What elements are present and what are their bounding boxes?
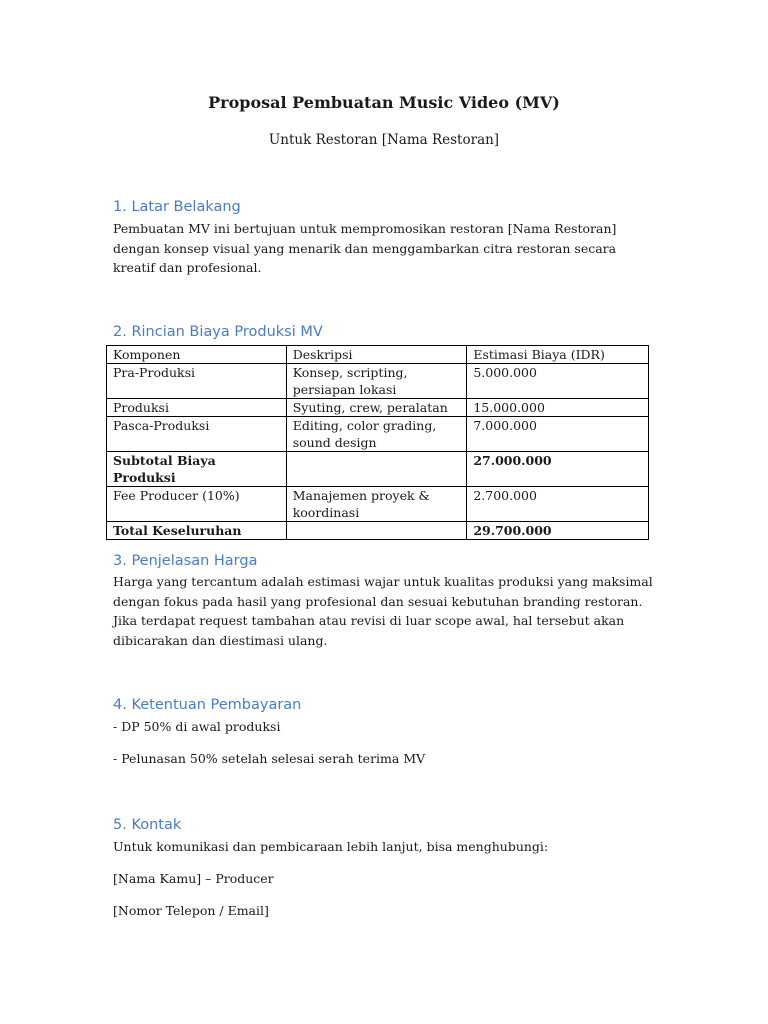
table-cell: Syuting, crew, peralatan xyxy=(286,399,467,417)
table-cell: Produksi xyxy=(107,399,287,417)
cost-table xyxy=(106,345,649,540)
section-heading-penjelasan: 3. Penjelasan Harga xyxy=(113,553,258,569)
contact-intro: Untuk komunikasi dan pembicaraan lebih lanjut, bisa menghubungi: xyxy=(113,839,549,854)
document-subtitle: Untuk Restoran [Nama Restoran] xyxy=(268,132,500,148)
table-cell: 29.700.000 xyxy=(467,522,649,540)
table-row xyxy=(107,487,649,522)
table-cell: 27.000.000 xyxy=(467,452,649,487)
table-cell: Manajemen proyek & koordinasi xyxy=(286,487,467,522)
section-heading-latar: 1. Latar Belakang xyxy=(113,199,241,215)
contact-details: [Nomor Telepon / Email] xyxy=(113,903,269,918)
table-cell xyxy=(286,452,467,487)
table-cell: Konsep, scripting, persiapan lokasi xyxy=(286,364,467,399)
section-body-latar: Pembuatan MV ini bertujuan untuk mempromosikan restoran [Nama Restoran] dengan konsep visual yang menarik dan menggambarkan citra restoran secara kreatif dan profesional. xyxy=(113,221,617,275)
section-heading-rincian: 2. Rincian Biaya Produksi MV xyxy=(113,324,323,340)
section-heading-kontak: 5. Kontak xyxy=(113,817,182,833)
table-header-cell: Deskripsi xyxy=(286,346,467,364)
payment-item: - DP 50% di awal produksi xyxy=(113,719,281,734)
table-cell: 15.000.000 xyxy=(467,399,649,417)
table-header-row xyxy=(107,346,649,364)
section-heading-pembayaran: 4. Ketentuan Pembayaran xyxy=(113,697,302,713)
table-cell: Editing, color grading, sound design xyxy=(286,417,467,452)
table-cell: Total Keseluruhan xyxy=(107,522,287,540)
table-row xyxy=(107,417,649,452)
table-cell: Fee Producer (10%) xyxy=(107,487,287,522)
document-title: Proposal Pembuatan Music Video (MV) xyxy=(208,93,560,112)
table-row-subtotal xyxy=(107,452,649,487)
table-row xyxy=(107,399,649,417)
table-header-cell: Estimasi Biaya (IDR) xyxy=(467,346,649,364)
table-cell: Subtotal Biaya Produksi xyxy=(107,452,287,487)
contact-name: [Nama Kamu] – Producer xyxy=(113,871,274,886)
section-body-penjelasan: Harga yang tercantum adalah estimasi wajar untuk kualitas produksi yang maksimal dengan fokus pada hasil yang profesional dan sesuai kebutuhan branding restoran. Jika terdapat request tambahan atau revisi di luar scope awal, hal tersebut akan dibicarakan dan diestimasi ulang. xyxy=(113,574,653,648)
table-cell: 2.700.000 xyxy=(467,487,649,522)
table-row xyxy=(107,364,649,399)
table-cell xyxy=(286,522,467,540)
table-header-cell: Komponen xyxy=(107,346,287,364)
table-row-total xyxy=(107,522,649,540)
table-cell: Pasca-Produksi xyxy=(107,417,287,452)
payment-item: - Pelunasan 50% setelah selesai serah terima MV xyxy=(113,751,426,766)
table-cell: 7.000.000 xyxy=(467,417,649,452)
table-cell: Pra-Produksi xyxy=(107,364,287,399)
table-cell: 5.000.000 xyxy=(467,364,649,399)
